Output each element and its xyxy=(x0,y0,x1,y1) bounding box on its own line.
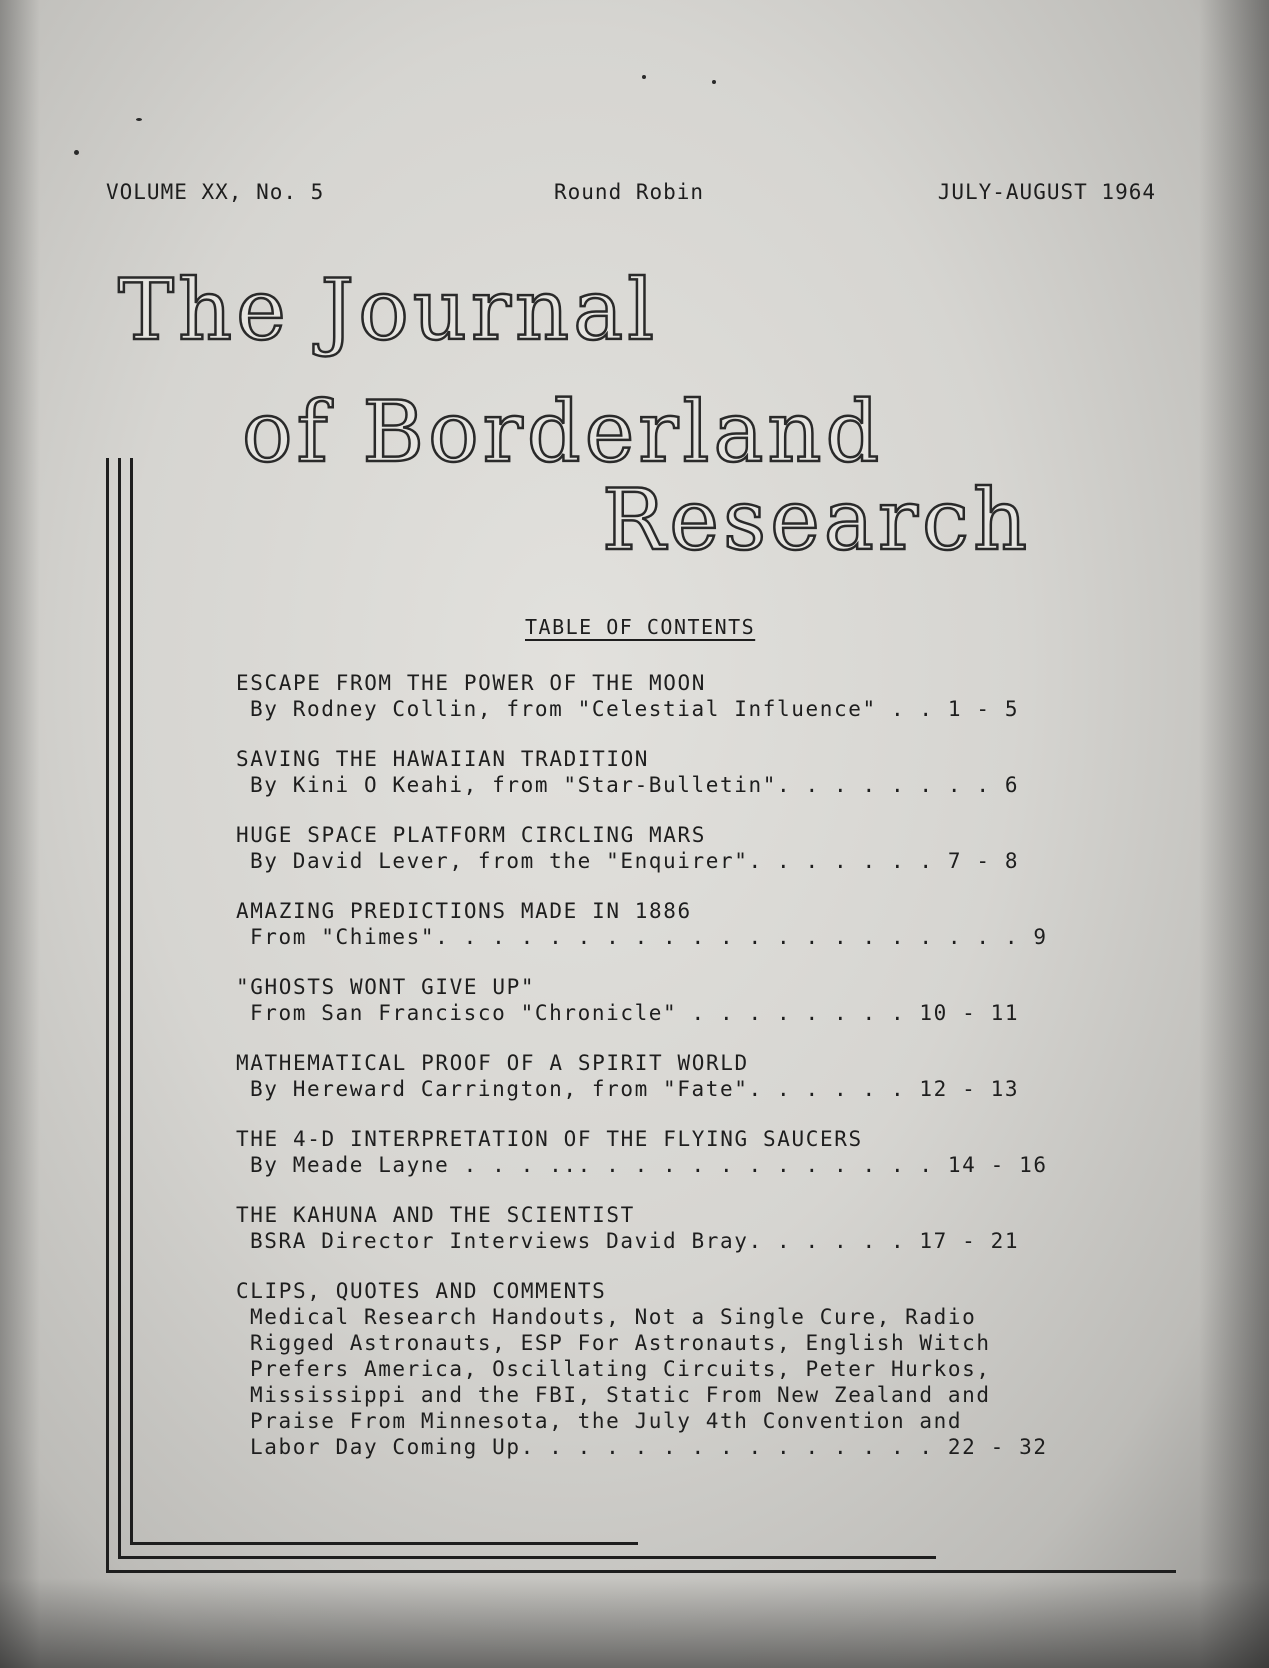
toc-entry-detail-line: Mississippi and the FBI, Static From New Zealand and xyxy=(250,1383,991,1407)
toc-entry-title: THE KAHUNA AND THE SCIENTIST xyxy=(236,1203,635,1227)
toc-entry-detail: By Rodney Collin, from "Celestial Influence" . . 1 - 5 xyxy=(250,697,1020,721)
toc-entry-clips xyxy=(236,1278,1066,1460)
scan-shadow-right xyxy=(1199,0,1269,1668)
toc-entry-detail-line: Labor Day Coming Up. . . . . . . . . . . . . . . 22 - 32 xyxy=(250,1435,1048,1459)
toc-entry-detail: By David Lever, from the "Enquirer". . . . . . . 7 - 8 xyxy=(250,849,1020,873)
toc-entry xyxy=(236,1126,1066,1178)
scan-shadow-bottom xyxy=(0,1578,1269,1668)
toc-entry xyxy=(236,898,1066,950)
masthead-line-1: The Journal xyxy=(118,261,659,359)
volume-number: VOLUME XX, No. 5 xyxy=(106,180,325,204)
toc-entry-title: THE 4-D INTERPRETATION OF THE FLYING SAUCERS xyxy=(236,1127,863,1151)
toc-entry-detail-line: Medical Research Handouts, Not a Single Cure, Radio xyxy=(250,1305,977,1329)
toc-entry-detail: By Kini O Keahi, from "Star-Bulletin". . . . . . . . 6 xyxy=(250,773,1020,797)
toc-entry xyxy=(236,746,1066,798)
table-of-contents xyxy=(236,670,1066,1484)
toc-entry-title: MATHEMATICAL PROOF OF A SPIRIT WORLD xyxy=(236,1051,749,1075)
border-rule-bottom-2 xyxy=(118,1556,936,1559)
scan-shadow-left xyxy=(0,0,40,1668)
masthead-line-2: of Borderland xyxy=(242,383,884,481)
masthead-line-3: Research xyxy=(602,471,1032,569)
toc-entry-detail: By Hereward Carrington, from "Fate". . . . . . 12 - 13 xyxy=(250,1077,1020,1101)
border-rule-left-2 xyxy=(118,458,121,1556)
toc-entry-detail-line: Prefers America, Oscillating Circuits, Peter Hurkos, xyxy=(250,1357,991,1381)
toc-heading: TABLE OF CONTENTS xyxy=(525,615,756,639)
toc-entry-title: HUGE SPACE PLATFORM CIRCLING MARS xyxy=(236,823,707,847)
toc-entry-title: "GHOSTS WONT GIVE UP" xyxy=(236,975,536,999)
toc-entry xyxy=(236,670,1066,722)
toc-entry-title: CLIPS, QUOTES AND COMMENTS xyxy=(236,1279,607,1303)
border-rule-bottom-3 xyxy=(106,1570,1176,1573)
toc-entry xyxy=(236,1202,1066,1254)
toc-entry-title: SAVING THE HAWAIIAN TRADITION xyxy=(236,747,650,771)
toc-entry xyxy=(236,822,1066,874)
header-row xyxy=(106,180,1156,210)
issue-date: JULY-AUGUST 1964 xyxy=(937,180,1156,204)
border-rule-bottom-1 xyxy=(130,1542,638,1545)
toc-entry-detail-line: Rigged Astronauts, ESP For Astronauts, English Witch xyxy=(250,1331,991,1355)
border-rule-left-1 xyxy=(106,458,109,1570)
ink-speck xyxy=(74,150,79,155)
toc-entry-detail: From "Chimes". . . . . . . . . . . . . . . . . . . . . 9 xyxy=(250,925,1048,949)
border-rule-left-3 xyxy=(130,458,133,1542)
toc-entry-detail: By Meade Layne . . . ... . . . . . . . . . . . . 14 - 16 xyxy=(250,1153,1048,1177)
toc-entry-title: ESCAPE FROM THE POWER OF THE MOON xyxy=(236,671,707,695)
ink-speck xyxy=(712,80,716,84)
toc-entry-detail: From San Francisco "Chronicle" . . . . . . . . 10 - 11 xyxy=(250,1001,1020,1025)
toc-entry-title: AMAZING PREDICTIONS MADE IN 1886 xyxy=(236,899,692,923)
publication-name: Round Robin xyxy=(554,180,705,204)
toc-entry xyxy=(236,1050,1066,1102)
toc-entry xyxy=(236,974,1066,1026)
toc-entry-detail: BSRA Director Interviews David Bray. . . . . . 17 - 21 xyxy=(250,1229,1020,1253)
ink-speck xyxy=(642,75,646,79)
ink-speck xyxy=(136,118,142,121)
toc-entry-detail-line: Praise From Minnesota, the July 4th Convention and xyxy=(250,1409,963,1433)
